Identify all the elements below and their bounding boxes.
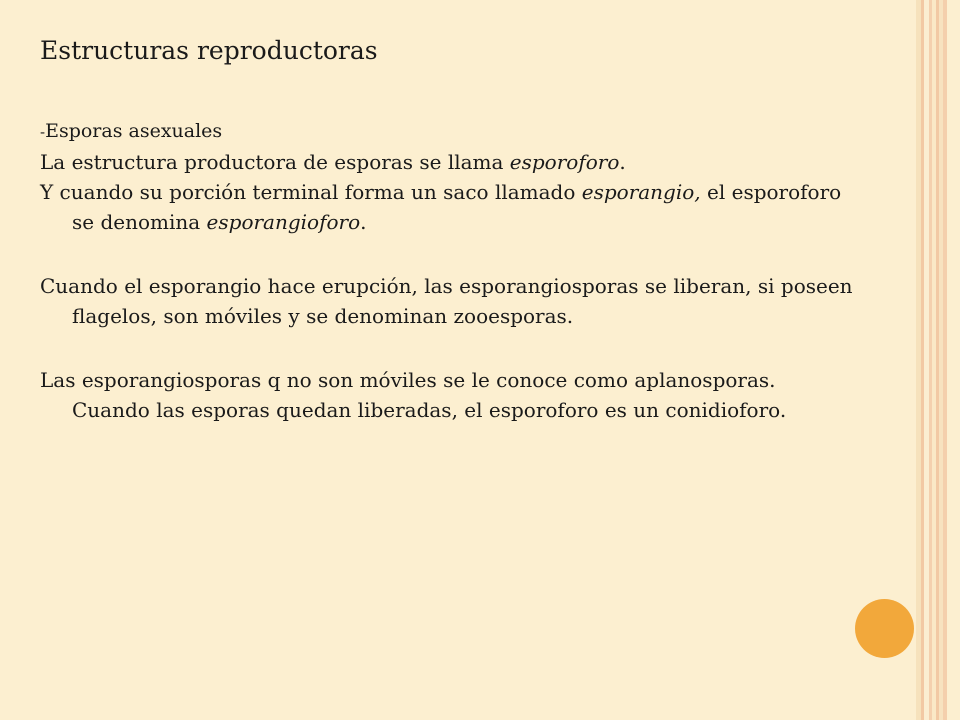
stripe [947, 0, 960, 720]
italic-term: esporangio, [581, 180, 701, 204]
text-run: . [619, 150, 626, 174]
italic-term: esporangioforo [206, 210, 361, 234]
decorative-stripes [916, 0, 960, 720]
italic-term: esporoforo [509, 150, 620, 174]
text-run: el esporoforo se denomina [72, 180, 842, 234]
paragraph [40, 177, 855, 237]
paragraph [40, 271, 855, 331]
text-run: . [360, 210, 367, 234]
subheading-dash: - [40, 123, 46, 141]
orange-circle-decoration [855, 599, 914, 658]
text-run: La estructura productora de esporas se llama [40, 150, 510, 174]
slide-body [40, 116, 855, 425]
paragraph [40, 147, 855, 177]
subheading-text: Esporas asexuales [45, 120, 223, 142]
subheading [40, 116, 855, 147]
text-run: Y cuando su porción terminal forma un saco llamado [40, 180, 582, 204]
paragraph [40, 365, 855, 425]
text-run: Cuando el esporangio hace erupción, las esporangiosporas se liberan, si poseen flagelos, son móviles y se denominan zooesporas. [40, 274, 853, 328]
slide-title: Estructuras reproductoras [40, 36, 378, 65]
text-run: Las esporangiosporas q no son móviles se le conoce como aplanosporas. Cuando las esporas quedan liberadas, el esporoforo es un conidioforo. [40, 368, 787, 422]
